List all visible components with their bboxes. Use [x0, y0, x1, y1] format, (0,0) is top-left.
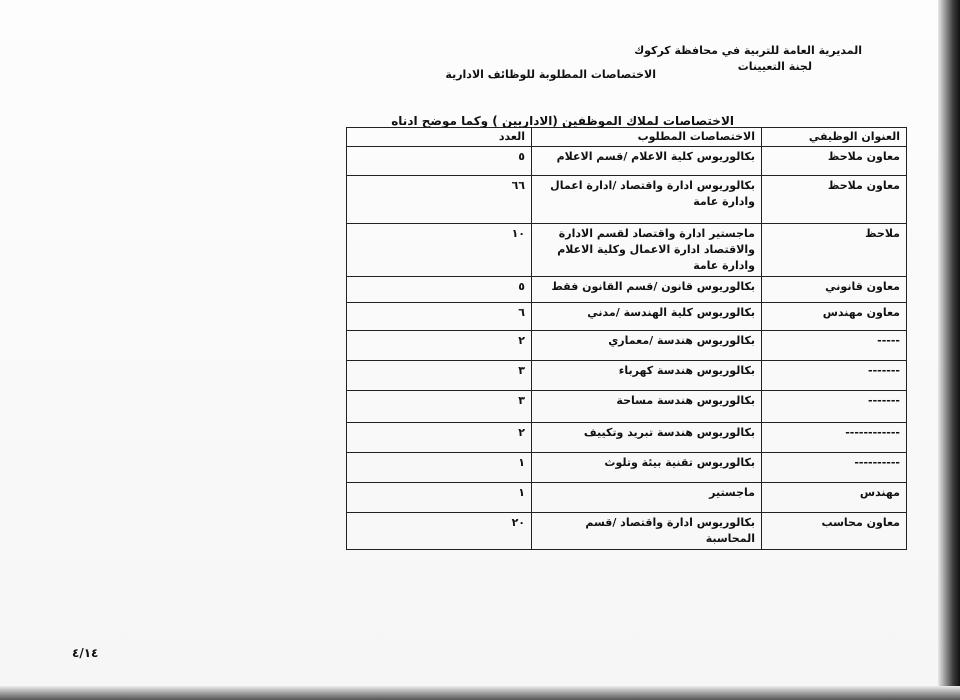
specialization-cell: بكالوريوس كلية الاعلام /قسم الاعلام: [532, 147, 762, 176]
column-header-specialization: الاختصاصات المطلوب: [532, 128, 762, 147]
specialization-cell: بكالوريوس قانون /قسم القانون فقط: [532, 277, 762, 303]
table-row: [347, 224, 907, 277]
job-title-cell: معاون ملاحظ: [762, 176, 907, 224]
job-title-cell: مهندس: [762, 483, 907, 513]
specialization-cell: بكالوريوس كلية الهندسة /مدني: [532, 303, 762, 331]
specialization-cell: بكالوريوس ادارة واقتصاد /قسم المحاسبة: [532, 513, 762, 550]
job-title-cell: ----------: [762, 453, 907, 483]
specializations-table: [346, 127, 907, 550]
count-cell: ١: [347, 453, 532, 483]
specialization-cell: بكالوريوس تقنية بيئة وتلوث: [532, 453, 762, 483]
job-title-cell: معاون مهندس: [762, 303, 907, 331]
count-cell: ٥: [347, 277, 532, 303]
count-cell: ٢٠: [347, 513, 532, 550]
count-cell: ١: [347, 483, 532, 513]
job-title-cell: -------: [762, 361, 907, 391]
table-row: [347, 176, 907, 224]
column-header-count: العدد: [347, 128, 532, 147]
table-row: [347, 453, 907, 483]
count-cell: ٦٦: [347, 176, 532, 224]
directorate-heading: المديرية العامة للتربية في محافظة كركوك: [634, 44, 862, 57]
count-cell: ٣: [347, 361, 532, 391]
specialization-cell: بكالوريوس هندسة مساحة: [532, 391, 762, 423]
specialization-cell: بكالوريوس هندسة تبريد وتكييف: [532, 423, 762, 453]
specialization-cell: بكالوريوس ادارة واقتصاد /ادارة اعمال وادارة عامة: [532, 176, 762, 224]
table-caption: الاختصاصات لملاك الموظفين (الاداريين ) وكما موضح ادناه: [391, 114, 734, 128]
required-specializations-heading: الاختصاصات المطلوبة للوظائف الادارية: [445, 68, 656, 81]
job-title-cell: -----: [762, 331, 907, 361]
job-title-cell: معاون محاسب: [762, 513, 907, 550]
count-cell: ٢: [347, 423, 532, 453]
scan-shadow-bottom: [0, 686, 960, 700]
table-row: [347, 423, 907, 453]
count-cell: ٣: [347, 391, 532, 423]
count-cell: ٢: [347, 331, 532, 361]
committee-heading: لجنة التعيينات: [737, 60, 812, 73]
count-cell: ١٠: [347, 224, 532, 277]
scan-shadow-right: [938, 0, 960, 700]
table-row: [347, 303, 907, 331]
table-row: [347, 513, 907, 550]
table-row: [347, 147, 907, 176]
count-cell: ٦: [347, 303, 532, 331]
table-header-row: [347, 128, 907, 147]
specialization-cell: ماجستير ادارة واقتصاد لقسم الادارة والاقتصاد ادارة الاعمال وكلية الاعلام وادارة عامة: [532, 224, 762, 277]
count-cell: ٥: [347, 147, 532, 176]
job-title-cell: ------------: [762, 423, 907, 453]
table-row: [347, 391, 907, 423]
specialization-cell: ماجستير: [532, 483, 762, 513]
column-header-title: العنوان الوظيفي: [762, 128, 907, 147]
job-title-cell: ملاحظ: [762, 224, 907, 277]
page-number: ٤/١٤: [72, 646, 99, 660]
job-title-cell: معاون ملاحظ: [762, 147, 907, 176]
table-row: [347, 277, 907, 303]
specialization-cell: بكالوريوس هندسة كهرباء: [532, 361, 762, 391]
specialization-cell: بكالوريوس هندسة /معماري: [532, 331, 762, 361]
table-row: [347, 361, 907, 391]
table-row: [347, 331, 907, 361]
table-row: [347, 483, 907, 513]
job-title-cell: معاون قانوني: [762, 277, 907, 303]
job-title-cell: -------: [762, 391, 907, 423]
